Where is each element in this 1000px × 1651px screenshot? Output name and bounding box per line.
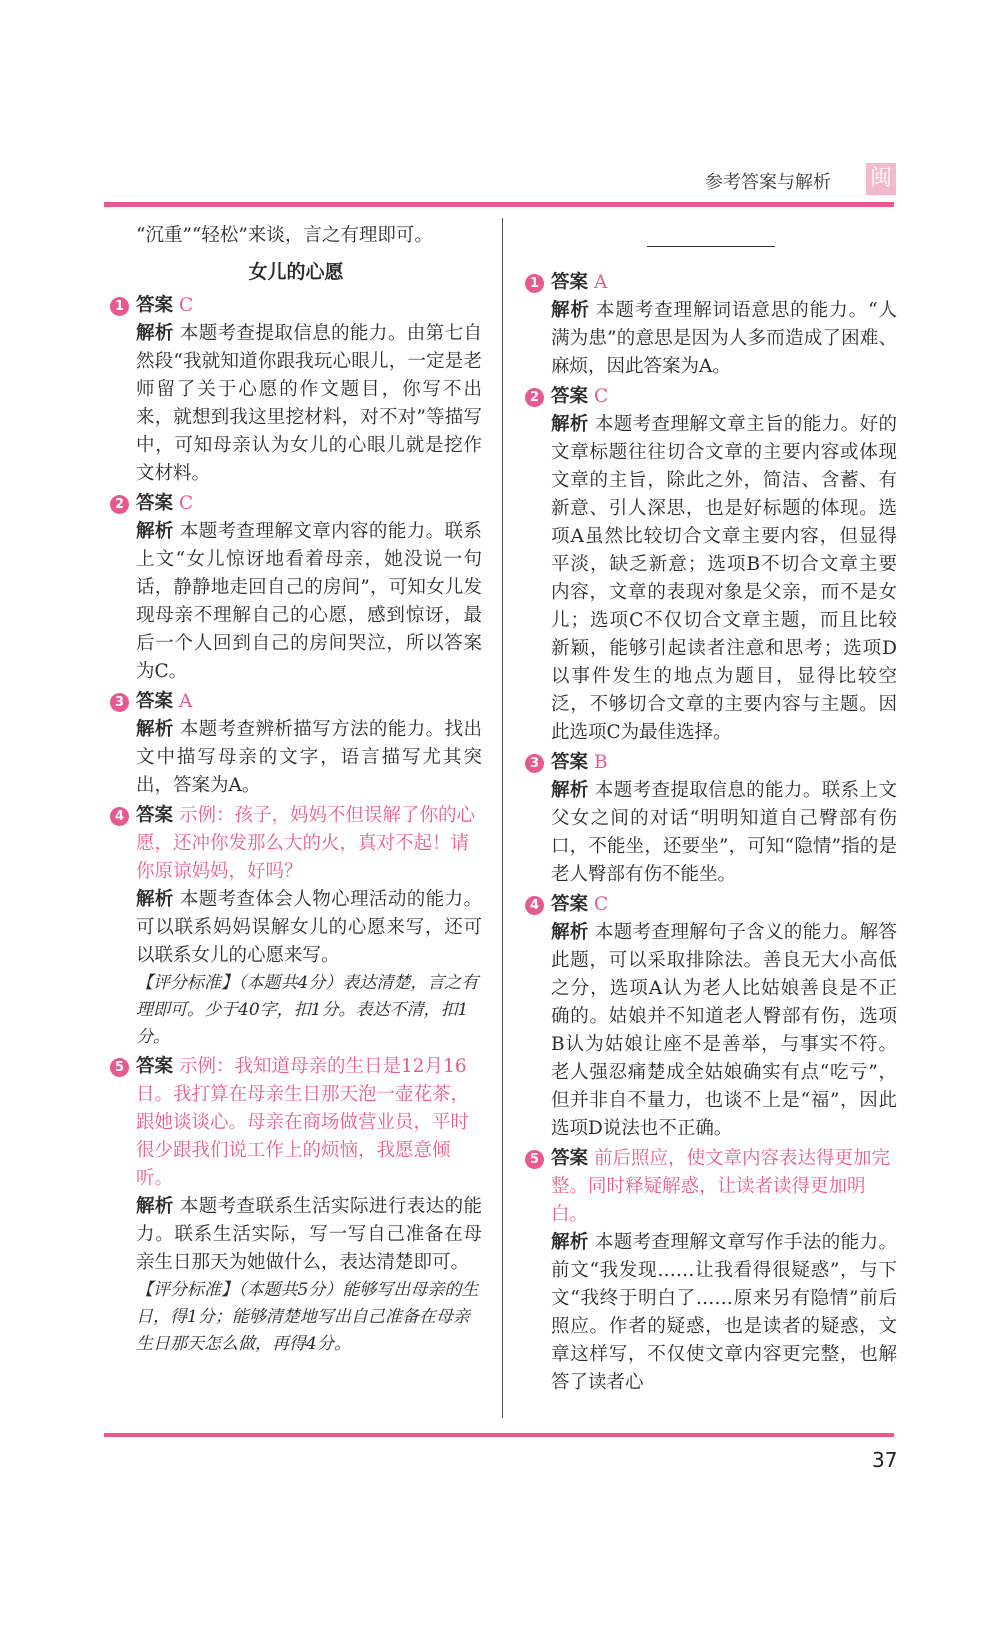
answer-value: A [179,691,193,712]
answer-value: C [594,894,609,915]
analysis-text: 本题考查提取信息的能力。由第七自然段“我就知道你跟我玩心眼儿，一定是老师留了关于心愿的作文题目，你写不出来，就想到我这里挖材料，对不对”等描写中，可知母亲认为女儿的心眼儿就是挖作文材料。 [136,323,482,484]
answer-label: 答案 [136,691,174,712]
question-number: 5 [525,1150,544,1169]
question-number: 4 [525,896,544,915]
question-number: 2 [525,388,544,407]
question-item [110,292,482,488]
question-item [110,1053,482,1358]
question-number: 4 [110,807,129,826]
analysis-text: 本题考查理解句子含义的能力。解答此题，可以采取排除法。善良无大小高低之分，选项A认为老人比姑娘善良是不正确的。姑娘并不知道老人臀部有伤，选项B认为姑娘让座不是善举，与事实不符。老人强忍痛楚成全姑娘确实有点“吃亏”，但并非自不量力，也谈不上是“福”，因此选项D说法也不正确。 [551,922,897,1139]
analysis-label: 解析 [551,414,589,435]
answer-label: 答案 [551,894,589,915]
answer-label: 答案 [551,1148,589,1169]
question-number: 1 [110,297,129,316]
header-title: 参考答案与解析 [705,172,831,193]
top-divider [104,202,894,207]
answer-value: A [594,272,608,293]
question-item [525,269,897,381]
analysis-label: 解析 [136,1196,174,1217]
analysis-text: 本题考查理解文章内容的能力。联系上文“女儿惊讶地看着母亲，她没说一句话，静静地走回自己的房间”，可知女儿发现母亲不理解自己的心愿，感到惊讶，最后一个人回到自己的房间哭泣，所以答案为C。 [136,521,482,682]
analysis-text: 本题考查理解文章主旨的能力。好的文章标题往往切合文章的主要内容或体现文章的主旨，除此之外，简洁、含蓄、有新意、引人深思，也是好标题的体现。选项A虽然比较切合文章主要内容，但显得平淡，缺乏新意；选项B不切合文章主要内容，文章的表现对象是父亲，而不是女儿；选项C不仅切合文章主题，而且比较新颖，能够引起读者注意和思考；选项D以事件发生的地点为题目，显得比较空泛，不够切合文章的主要内容与主题。因此选项C为最佳选择。 [551,414,897,743]
answer-value: 示例：我知道母亲的生日是12月16日。我打算在母亲生日那天泡一壶花茶，跟她谈谈心。母亲在商场做营业员，平时很少跟我们说工作上的烦恼，我愿意倾听。 [136,1056,470,1189]
bottom-divider [104,1433,894,1437]
right-column [525,222,897,1399]
question-item [525,1145,897,1397]
analysis-text: 本题考查提取信息的能力。联系上文父女之间的对话“明明知道自己臀部有伤口，不能坐，还要坐”，可知“隐情”指的是老人臀部有伤不能坐。 [551,780,897,885]
answer-value: 前后照应，使文章内容表达得更加完整。同时释疑解惑，让读者读得更加明白。 [551,1148,891,1225]
left-column [110,222,482,1360]
question-item [525,383,897,747]
analysis-text: 本题考查理解文章写作手法的能力。前文“我发现……让我看得很疑惑”，与下文“我终于明白了……原来另有隐情”前后照应。作者的疑惑，也是读者的疑惑，文章这样写，不仅使文章内容更完整，也解答了读者心 [551,1232,897,1393]
analysis-label: 解析 [551,1232,589,1253]
answer-label: 答案 [136,295,174,316]
section-title: 女儿的心愿 [248,261,344,283]
answer-label: 答案 [136,1056,174,1077]
question-number: 1 [525,274,544,293]
analysis-text: 本题考查辨析描写方法的能力。找出文中描写母亲的文字，语言描写尤其突出，答案为A。 [136,719,482,796]
question-number: 3 [110,693,129,712]
question-number: 3 [525,754,544,773]
answer-label: 答案 [136,493,174,514]
header-badge: 闽 [866,163,896,195]
continued-text: “沉重”“轻松”来谈，言之有理即可。 [136,225,433,246]
question-number: 5 [110,1058,129,1077]
answer-label: 答案 [551,752,589,773]
analysis-text: 本题考查体会人物心理活动的能力。可以联系妈妈误解女儿的心愿来写，还可以联系女儿的心愿来写。 [136,889,482,966]
analysis-label: 解析 [551,922,589,943]
answer-label: 答案 [551,272,589,293]
analysis-label: 解析 [136,323,174,344]
analysis-label: 解析 [136,521,174,542]
answer-value: 示例：孩子，妈妈不但误解了你的心愿，还冲你发那么大的火，真对不起！请你原谅妈妈，好吗？ [136,805,476,882]
answer-value: C [594,386,609,407]
question-item [110,802,482,1051]
analysis-text: 本题考查联系生活实际进行表达的能力。联系生活实际，写一写自己准备在母亲生日那天为她做什么，表达清楚即可。 [136,1196,482,1273]
analysis-label: 解析 [136,719,174,740]
column-divider [502,218,503,1418]
analysis-label: 解析 [551,300,590,321]
answer-value: C [179,493,194,514]
page-number: 37 [872,1448,898,1472]
question-item [110,688,482,800]
analysis-text: 本题考查理解词语意思的能力。“人满为患”的意思是因为人多而造成了困难、麻烦，因此答案为A。 [551,300,897,377]
question-item [110,490,482,686]
analysis-label: 解析 [136,889,174,910]
scoring-criteria: 【评分标准】（本题共4分）表达清楚，言之有理即可。少于40字，扣1分。表达不清，扣1分。 [136,973,479,1047]
answer-label: 答案 [551,386,589,407]
section-separator-line [647,246,775,247]
answer-value: C [179,295,194,316]
question-item [525,891,897,1143]
answer-label: 答案 [136,805,174,826]
analysis-label: 解析 [551,780,589,801]
answer-value: B [594,752,608,773]
question-item [525,749,897,889]
question-number: 2 [110,495,129,514]
scoring-criteria: 【评分标准】（本题共5分）能够写出母亲的生日，得1分；能够清楚地写出自己准备在母亲生日那天怎么做，再得4分。 [136,1280,479,1354]
